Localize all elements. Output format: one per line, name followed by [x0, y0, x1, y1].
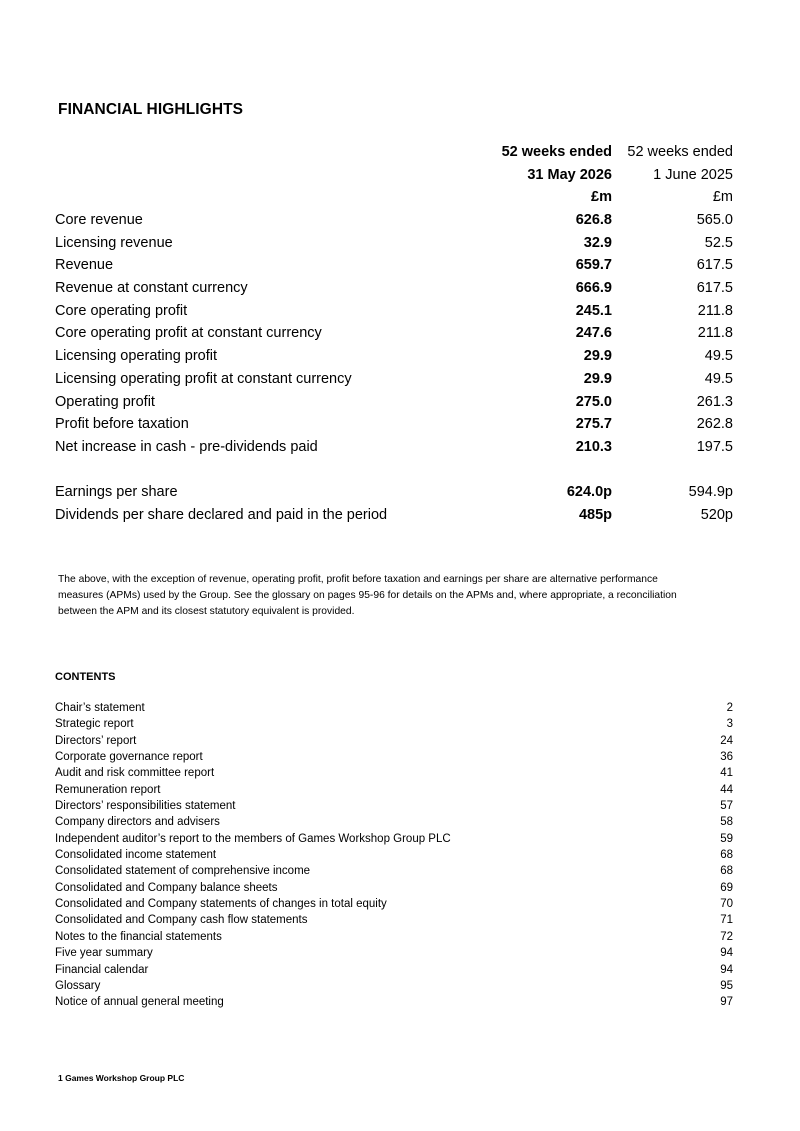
contents-item-page: 68	[720, 865, 733, 878]
contents-item-label: Notice of annual general meeting	[55, 996, 224, 1009]
contents-item-page: 94	[720, 947, 733, 960]
contents-item-page: 94	[720, 963, 733, 976]
contents-item-label: Company directors and advisers	[55, 816, 220, 829]
contents-item[interactable]	[0, 767, 800, 783]
contents-item[interactable]	[0, 702, 800, 718]
highlight-label: Core operating profit at constant currency	[55, 325, 322, 342]
contents-item-page: 3	[726, 718, 733, 731]
contents-item-page: 44	[720, 783, 733, 796]
contents-item-label: Corporate governance report	[55, 751, 203, 764]
contents-item[interactable]	[0, 849, 800, 865]
highlight-row	[0, 257, 800, 280]
contents-item-page: 58	[720, 816, 733, 829]
highlight-previous-value: 617.5	[696, 280, 733, 297]
highlights-column-headers	[0, 144, 800, 212]
current-period-header: 52 weeks ended	[501, 144, 612, 160]
highlight-label: Operating profit	[55, 393, 155, 410]
contents-item[interactable]	[0, 816, 800, 832]
current-period-date: 31 May 2026	[527, 166, 612, 183]
highlight-row	[0, 371, 800, 394]
contents-item-page: 24	[720, 734, 733, 747]
page-title: FINANCIAL HIGHLIGHTS	[58, 101, 244, 118]
current-period-unit: £m	[591, 189, 612, 205]
apm-footnote	[58, 572, 748, 620]
highlight-current-value: 666.9	[575, 280, 612, 297]
contents-item[interactable]	[0, 947, 800, 963]
contents-item[interactable]	[0, 914, 800, 930]
contents-item[interactable]	[0, 882, 800, 898]
previous-period-header: 52 weeks ended	[627, 144, 733, 160]
contents-item-label: Independent auditor’s report to the members of Games Workshop Group PLC	[55, 832, 451, 845]
contents-item-label: Consolidated income statement	[55, 849, 217, 862]
contents-item[interactable]	[0, 898, 800, 914]
page-footer: 1 Games Workshop Group PLC	[58, 1073, 185, 1083]
highlight-row	[0, 394, 800, 417]
per-share-label: Dividends per share declared and paid in the period	[55, 506, 388, 523]
highlights-table	[0, 212, 800, 462]
highlight-label: Revenue at constant currency	[55, 280, 248, 297]
highlight-label: Licensing operating profit at constant currency	[55, 370, 352, 387]
highlight-previous-value: 617.5	[696, 257, 733, 274]
highlight-previous-value: 52.5	[704, 234, 733, 251]
contents-item[interactable]	[0, 718, 800, 734]
contents-item-label: Consolidated and Company statements of changes in total equity	[55, 898, 387, 911]
contents-item-page: 41	[720, 767, 733, 780]
per-share-previous-value: 594.9p	[688, 484, 733, 500]
highlight-current-value: 245.1	[575, 302, 612, 319]
previous-period-date: 1 June 2025	[653, 166, 733, 183]
highlight-current-value: 659.7	[575, 257, 612, 274]
highlight-current-value: 210.3	[575, 438, 612, 455]
contents-item-label: Consolidated and Company cash flow statements	[55, 914, 308, 927]
contents-item[interactable]	[0, 735, 800, 751]
contents-item-label: Directors’ responsibilities statement	[55, 800, 236, 813]
highlight-previous-value: 49.5	[704, 370, 733, 387]
highlight-previous-value: 197.5	[696, 438, 733, 455]
highlight-previous-value: 565.0	[696, 212, 733, 228]
contents-item[interactable]	[0, 980, 800, 996]
contents-item[interactable]	[0, 784, 800, 800]
previous-period-unit: £m	[712, 189, 733, 205]
contents-item-page: 72	[720, 930, 733, 943]
highlight-row	[0, 212, 800, 235]
contents-item-page: 2	[726, 702, 733, 714]
highlight-previous-value: 211.8	[697, 302, 733, 319]
highlight-label: Core operating profit	[55, 302, 188, 319]
contents-item-label: Chair’s statement	[55, 702, 145, 714]
footnote-line: The above, with the exception of revenue, operating profit, profit before taxation and earnings per share are alternative performance	[58, 574, 658, 585]
footnote-line: measures (APMs) used by the Group. See the glossary on pages 95-96 for details on the APMs and, where appropriate, a reconciliation	[58, 590, 677, 601]
contents-item[interactable]	[0, 964, 800, 980]
contents-item[interactable]	[0, 996, 800, 1012]
highlight-row	[0, 416, 800, 439]
per-share-table	[0, 484, 800, 529]
highlight-previous-value: 211.8	[697, 325, 733, 342]
contents-item-label: Strategic report	[55, 718, 134, 731]
highlight-current-value: 29.9	[583, 370, 612, 387]
contents-item-label: Five year summary	[55, 947, 153, 960]
highlight-label: Net increase in cash - pre-dividends paid	[55, 438, 318, 455]
highlight-label: Licensing operating profit	[55, 348, 218, 365]
highlight-row	[0, 439, 800, 462]
contents-item-page: 70	[720, 898, 733, 911]
highlight-row	[0, 325, 800, 348]
contents-item[interactable]	[0, 931, 800, 947]
contents-list	[0, 702, 800, 1013]
highlight-label: Licensing revenue	[55, 234, 173, 251]
contents-item-page: 69	[720, 881, 733, 894]
highlight-label: Profit before taxation	[55, 416, 189, 433]
per-share-row	[0, 507, 800, 530]
per-share-label: Earnings per share	[55, 484, 178, 500]
highlight-previous-value: 261.3	[696, 393, 733, 410]
contents-item-label: Glossary	[55, 979, 101, 992]
contents-item-label: Financial calendar	[55, 963, 149, 976]
highlight-row	[0, 348, 800, 371]
per-share-previous-value: 520p	[700, 506, 733, 523]
contents-title: CONTENTS	[55, 671, 116, 683]
contents-item-page: 57	[720, 800, 733, 813]
contents-item[interactable]	[0, 865, 800, 881]
footnote-line: between the APM and its closest statutory equivalent is provided.	[58, 606, 355, 617]
highlight-current-value: 275.7	[575, 416, 612, 433]
highlight-current-value: 29.9	[583, 348, 612, 365]
highlight-row	[0, 303, 800, 326]
contents-item[interactable]	[0, 751, 800, 767]
contents-item-label: Directors’ report	[55, 734, 137, 747]
contents-item-page: 59	[720, 832, 733, 845]
highlight-current-value: 275.0	[575, 393, 612, 410]
contents-item-label: Notes to the financial statements	[55, 930, 222, 943]
contents-item-label: Audit and risk committee report	[55, 767, 215, 780]
contents-item-page: 97	[720, 996, 733, 1009]
per-share-current-value: 624.0p	[566, 484, 612, 500]
contents-item-label: Remuneration report	[55, 783, 161, 796]
highlight-previous-value: 49.5	[704, 348, 733, 365]
highlight-current-value: 247.6	[575, 325, 612, 342]
highlight-current-value: 626.8	[575, 212, 612, 228]
highlight-label: Core revenue	[55, 212, 143, 228]
contents-item[interactable]	[0, 800, 800, 816]
highlight-row	[0, 280, 800, 303]
contents-item-page: 36	[720, 751, 733, 764]
contents-item-label: Consolidated and Company balance sheets	[55, 881, 278, 894]
contents-item-page: 68	[720, 849, 733, 862]
highlight-row	[0, 235, 800, 258]
contents-item-label: Consolidated statement of comprehensive income	[55, 865, 311, 878]
highlight-previous-value: 262.8	[696, 416, 733, 433]
highlight-current-value: 32.9	[583, 234, 612, 251]
contents-item-page: 71	[720, 914, 733, 927]
contents-item[interactable]	[0, 833, 800, 849]
highlight-label: Revenue	[55, 257, 114, 274]
contents-item-page: 95	[720, 979, 733, 992]
per-share-current-value: 485p	[578, 506, 612, 523]
per-share-row	[0, 484, 800, 507]
